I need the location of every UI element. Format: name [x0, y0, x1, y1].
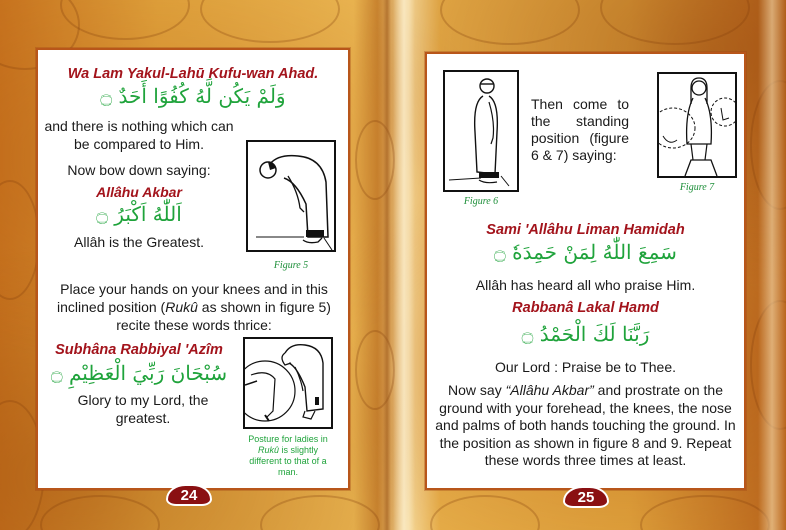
- ladies-posture-caption: [241, 434, 335, 478]
- ladies-bowing-icon: [245, 339, 331, 427]
- background-ornament: [430, 495, 540, 530]
- background-ornament: [40, 495, 160, 530]
- bow-instruction: Now bow down saying:: [67, 162, 211, 178]
- page-edge-highlight: [758, 0, 786, 530]
- prostrate-takbir: “Allâhu Akbar”: [505, 382, 594, 398]
- background-ornament: [0, 180, 40, 300]
- figure-5-illustration: [246, 140, 336, 252]
- background-ornament: [260, 495, 380, 530]
- sami-arabic: سَمِعَ اللّٰهُ لِمَنْ حَمِدَهٗ ۝: [494, 240, 677, 264]
- tasbih-translation: Glory to my Lord, the greatest.: [77, 392, 209, 426]
- book-spine-highlight: [393, 0, 415, 530]
- left-page-panel: [36, 48, 350, 490]
- figure-7-illustration: [657, 72, 737, 178]
- verse-arabic: وَلَمْ يَكُن لَّهُ كُفُوًا أَحَدٌ ۝: [100, 84, 286, 108]
- book-spine-shadow: [383, 0, 391, 530]
- tasbih-arabic: سُبْحَانَ رَبِّيَ الْعَظِيْمِ ۝: [50, 361, 228, 385]
- prostrate-text: and prostrate on the ground with your forehead, the knees, the nose and palms of both hands touching the ground. In the position as shown in figure 8 and 9. Repeat these words three times at least.: [435, 382, 736, 468]
- verse-transliteration: Wa Lam Yakul-Lahū Kufu-wan Ahad.: [67, 66, 319, 82]
- standing-instruction: Then come to the standing position (figure 6 & 7) saying:: [531, 96, 629, 163]
- standing-man-icon: [445, 72, 517, 190]
- takbir-transliteration: Allâhu Akbar: [96, 184, 182, 200]
- rabbana-translation: Our Lord : Praise be to Thee.: [494, 359, 677, 375]
- background-ornament: [200, 0, 340, 43]
- page-number-badge: 25: [563, 486, 609, 508]
- background-ornament: [440, 0, 580, 45]
- takbir-arabic: اَللّٰهُ اَكْبَرُ ۝: [96, 202, 182, 226]
- ladies-caption-text: Posture for ladies in: [248, 434, 328, 444]
- right-page-panel: [425, 52, 746, 490]
- standing-woman-icon: [659, 74, 735, 176]
- sami-translation: Allâh has heard all who praise Him.: [475, 277, 696, 293]
- ruku-instruction-text: as shown in figure 5) recite these words thrice:: [116, 299, 331, 333]
- rabbana-arabic: رَبَّنَا لَكَ الْحَمْدُ ۝: [521, 322, 650, 346]
- sami-transliteration: Sami 'Allâhu Liman Hamidah: [486, 222, 685, 238]
- figure-6-caption: Figure 6: [463, 196, 499, 207]
- figure-6-illustration: [443, 70, 519, 192]
- figure-5-caption: Figure 5: [273, 260, 309, 271]
- page-number-badge: 24: [166, 484, 212, 506]
- ruku-term: Rukû: [165, 299, 198, 315]
- ruku-instruction: [44, 280, 344, 334]
- takbir-translation: Allâh is the Greatest.: [74, 234, 204, 250]
- background-ornament: [60, 0, 190, 40]
- prostrate-instruction: [435, 382, 736, 470]
- background-ornament: [640, 495, 770, 530]
- ladies-caption-term: Rukû: [257, 445, 279, 455]
- tasbih-transliteration: Subhâna Rabbiyal 'Azîm: [55, 342, 223, 358]
- ladies-caption-text: is slightly different to that of a man.: [249, 445, 327, 477]
- ladies-ruku-illustration: [243, 337, 333, 429]
- ruku-instruction-text: Place your hands on your knees and in this inclined position (: [57, 281, 328, 315]
- rabbana-transliteration: Rabbanâ Lakal Hamd: [512, 300, 659, 316]
- bowing-man-icon: [248, 142, 334, 250]
- figure-7-caption: Figure 7: [679, 182, 715, 193]
- prostrate-text: Now say: [448, 382, 506, 398]
- background-ornament: [600, 0, 750, 45]
- verse-translation: and there is nothing which can be compared to Him.: [44, 118, 234, 152]
